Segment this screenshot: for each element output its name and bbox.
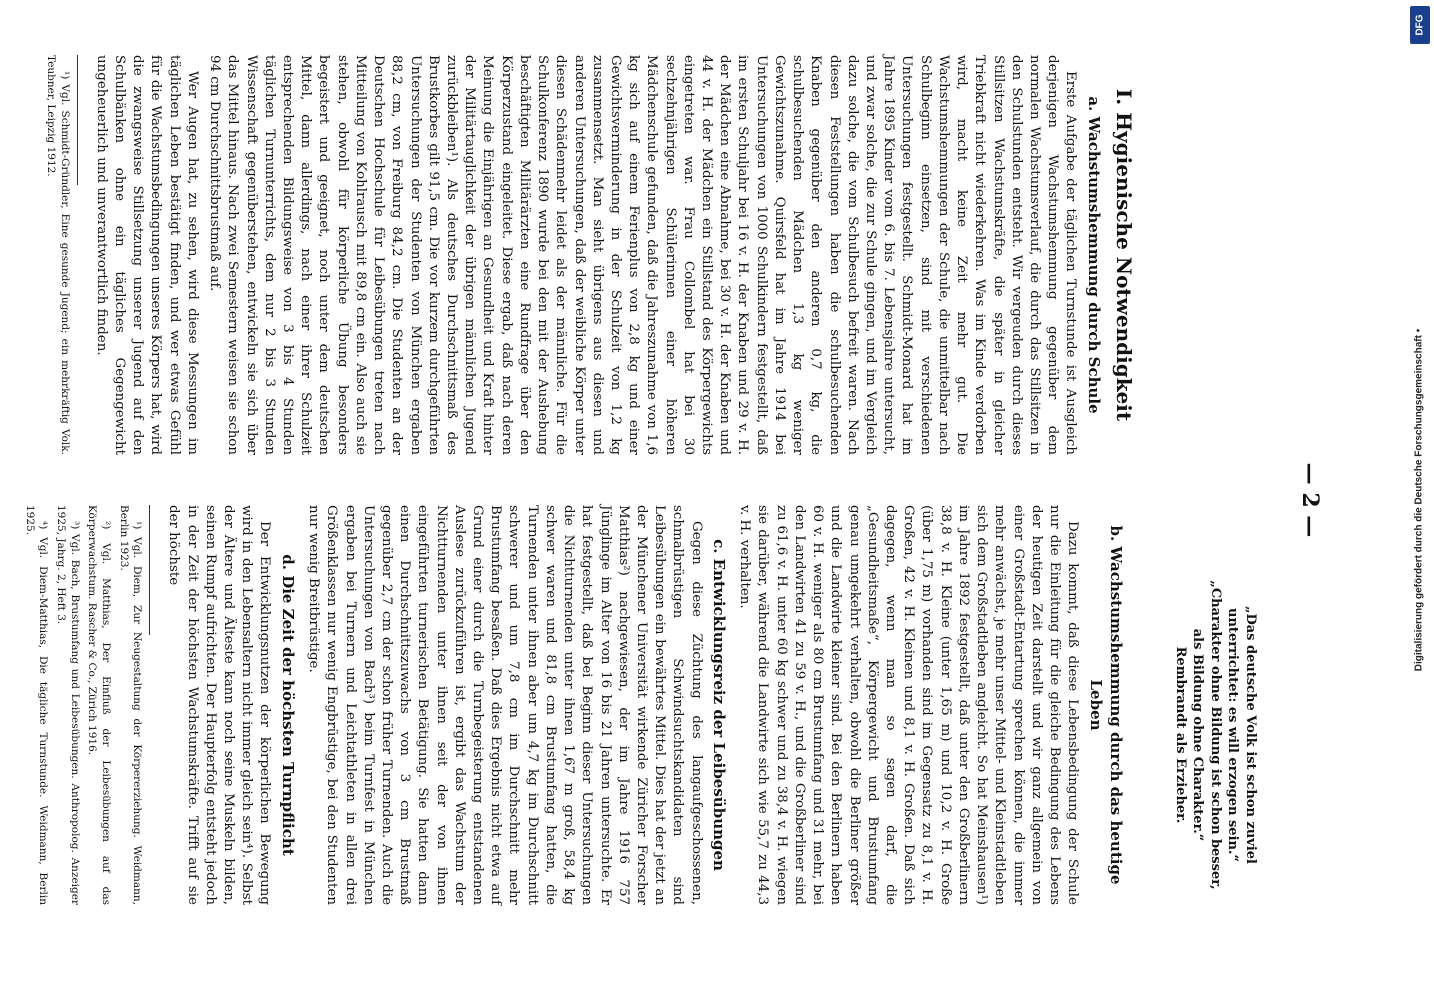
subheading-a: a. Wachstumshemmung durch Schule: [1084, 96, 1103, 414]
paragraph: Der Entwicklungsnutzen der körperlichen Bewegung wird in den Lebensaltern nicht immer gleich sein⁴). Selbst der Ältere und Älteste kann noch seine Muskeln bilden, seinen Rumpf aufrichten. Der Haupterfolg entsteht jedoch in der Zeit der höchsten Wachstumskräfte. Trifft auf sie der höchste: [166, 505, 273, 905]
dfg-logo: [1410, 6, 1430, 44]
paragraph: Dazu kommt, daß diese Lebensbedingung der Schule nur die Einleitung für die gleiche Bedingung des Lebens der heutigen Zeit darstellt und wir ganz allgemein von einer Großstadt-Entartung sprechen können, die immer mehr anwächst, je mehr unser Mittel- und Kleinstadtleben sich dem Großstadtleben angleicht. So hat Meinshausen¹) im Jahre 1892 festgestellt, daß unter den Großberlinern 38,8 v. H. Kleine (unter 1,65 m) und 10,2 v. H. Große (über 1,75 m) vorhanden sind im Gegensatz zu 8,1 v. H. Großen, 42 v. H. Kleinen und 8,1 v. H. Großen. Daß sich dagegen, wenn man so sagen darf, die „Gesundheitsmaße“, Körpergewicht und Brustumfang genau umgekehrt verhalten, obwohl die Berliner größer und die Landwirte kleiner sind. Bei den Berlinern haben 60 v. H. weniger als 80 cm Brustumfang und 31 mehr, bei den Landwirten 41 zu 59 v. H., und die Großberliner sind zu 61,6 v. H. unter 60 kg schwer und zu 38,4 v. H. wiegen sie darüber, während die Landwirte sich wie 55,7 zu 44,3 v. H. verhalten.: [737, 505, 1081, 905]
subheading-d: d. Die Zeit der höchsten Turnpflicht: [278, 554, 297, 856]
page-number: — 2 —: [1297, 462, 1323, 538]
digitization-credit: [1410, 0, 1428, 1000]
subheading-c: c. Entwicklungsreiz der Leibesübungen: [710, 539, 729, 871]
footnote-rule: [77, 55, 78, 185]
footnote: ¹) Vgl. Diem, Zur Neugestaltung der Körpererziehung. Weidmann, Berlin 1923.: [117, 505, 144, 905]
footnote: ⁴) Vgl. Diem-Matthias, Die tägliche Turnstunde. Weidmann, Berlin 1925.: [23, 505, 50, 905]
paragraph: Wer Augen hat, zu sehen, wird diese Messungen im täglichen Leben bestätigt finden, und wer etwas Gefühl für die Wachstumsbedingungen unseres Körpers hat, wird die zwangsweise Stillsetzung unserer Jugend auf den Schulbänken ohne ein tägliches Gegengewicht ungeheuerlich und unverantwortlich finden.: [93, 55, 200, 455]
motto-line: „Das deutsche Volk ist schon zuviel unterrichtet: es will erzogen sein.“: [1225, 605, 1258, 864]
paragraph: Gegen diese Züchtung des langaufgeschossenen, schmalbrüstigen Schwindsuchtskandidaten sind Leibesübungen ein bewährtes Mittel. Dies hat der jetzt an der Münchener Universität wirkende Züricher Forscher Matthias²) nachgewiesen, der im Jahre 1916 757 Jünglinge im Alter von 16 bis 21 Jahren untersuchte. Er hat festgestellt, daß bei Beginn dieser Untersuchungen die Nichtturnenden unter ihnen 1,67 m groß, 58,4 kg schwer waren und 81,8 cm Brustumfang hatten, die Turnenden unter ihnen aber um 4,7 kg im Durchschnitt schwerer und um 7,8 cm im Durchschnitt mehr Brustumfang besaßen. Daß dies Ergebnis nicht etwa auf Grund einer durch die Turnbegeisterung entstandenen Auslese zurückzuführen ist, ergibt das Wachstum der Nichtturnenden unter ihnen seit der von ihnen eingeführten turnerischen Betätigung. Sie hatten dann einen Durchschnittszuwachs von 3 cm Brustmaß gegenüber 2,7 cm der schon früher Turnenden. Auch die Untersuchungen von Bach³) beim Turnfest in München ergaben bei Turnern und Leichtathleten in allen drei Größenklassen nur wenig Engbrüstige, bei den Studenten nur wenig Breitbrüstige.: [306, 505, 704, 905]
document-page: [23, 25, 1337, 975]
footnote: ²) Vgl. Matthias, Der Einfluß der Leibesübungen auf das Körperwachstum. Rascher & Co., Zürich 1916.: [86, 505, 112, 905]
digitization-credit-text: Digitalisierung gefördert durch die Deutsche Forschungsgemeinschaft •: [1413, 328, 1425, 672]
footnote: ¹) Vgl. Schmidt-Gründler, Eine gesunde Jugend; ein mehrkräftig Volk. Teubner, Leipzig 1912.: [44, 55, 71, 455]
footnote-rule: [149, 505, 150, 635]
paragraph: Erste Aufgabe der täglichen Turnstunde ist Ausgleich derjenigen Wachstumshemmung gegenüber dem normalen Wachstumsverlauf, die durch das Stillsitzen in den Schulstunden entsteht. Wir vergeuden durch dieses Stillsitzen Wachstumskräfte, die später in gleicher Triebkraft nicht wiederkehren. Was im Kinde verdorben wird, macht keine Zeit mehr gut. Die Wachstumshemmungen der Schule, die unmittelbar nach Schulbeginn einsetzen, sind mit verschiedenen Untersuchungen festgestellt. Schmidt-Monard hat im Jahre 1895 Kinder vom 6. bis 7. Lebensjahre untersucht, und zwar solche, die zur Schule gingen, und im Vergleich dazu solche, die vom Schulbesuch befreit waren. Nach diesen Feststellungen haben die schulbesuchenden Knaben gegenüber den anderen 0,7 kg, die schulbesuchenden Mädchen 1,3 kg weniger Gewichtszunahme. Quirsfeld hat im Jahre 1914 bei Untersuchungen von 1000 Schulkindern festgestellt, daß im ersten Schuljahr bei 16 v. H. der Knaben und 29 v. H. der Mädchen eine Abnahme, bei 30 v. H. der Knaben und 44 v. H. der Mädchen ein Stillstand des Körpergewichts eingetreten war. Frau Collombel hat bei 30 sechzehnjährigen Schülerinnen einer höheren Mädchenschule gefunden, daß die Jahreszunahme von 1,6 kg sich auf einem Ferienplus von 2,8 kg und einer Gewichtsverminderung in der Schulzeit von 1,2 kg zusammensetzt. Man sieht übrigens aus diesen und anderen Untersuchungen, daß der weibliche Körper unter diesen Schädenmehr leidet als der männliche. Für die Schulkonferenz 1890 wurde bei den mit der Aushebung beschäftigten Militärärzten eine Rundfrage über den Körperzustand eingeleitet. Diese ergab, daß nach deren Meinung die Einjährigen an Gesundheit und Kraft hinter der Militärtauglichkeit der übrigen männlichen Jugend zurückbleiben¹). Als deutsches Durchschnittsmaß des Brustkorbes gilt 91,5 cm. Die vor kurzem durchgeführten Untersuchungen der Studenten von München ergaben 88,2 cm, von Freiburg 84,2 cm. Die Studenten an der Deutschen Hochschule für Leibesübungen treten nach Mitteilung von Kohlrausch mit 89,8 cm ein. Also auch sie stehen, obwohl für körperliche Übung besonders begeistert und geeignet, noch unter dem deutschen Mittel, dann allerdings, nach einer ihrer Schulzeit entsprechenden Bildungsweise von 3 bis 4 Stunden täglichen Turnunterrichts, dem nur 2 bis 3 Stunden Wissenschaft gegenüberstehen, entwickeln sie sich über das Mittel hinaus. Nach zwei Semestern weisen sie schon 94 cm Durchschnittsbrustmaß auf.: [207, 55, 1079, 455]
dfg-logo-text: DFG: [1414, 14, 1426, 36]
left-column: [39, 55, 1137, 455]
footnote: ³) Vgl. Bach, Brustumfang und Leibesübungen. Anthropolog. Anzeiger 1925, Jahrg. 2, Heft 3.: [54, 505, 81, 905]
right-column: [18, 505, 1132, 905]
motto-block: [1171, 570, 1259, 900]
motto-attribution: Rembrandt als Erzieher.: [1172, 646, 1188, 824]
motto-line: „Charakter ohne Bildung ist schon besser, als Bildung ohne Charakter.“: [1190, 580, 1223, 890]
section-title: I. Hygienische Notwendigkeit: [1112, 88, 1136, 422]
subheading-b: b. Wachstumshemmung durch das heutige Leben: [1086, 525, 1125, 885]
